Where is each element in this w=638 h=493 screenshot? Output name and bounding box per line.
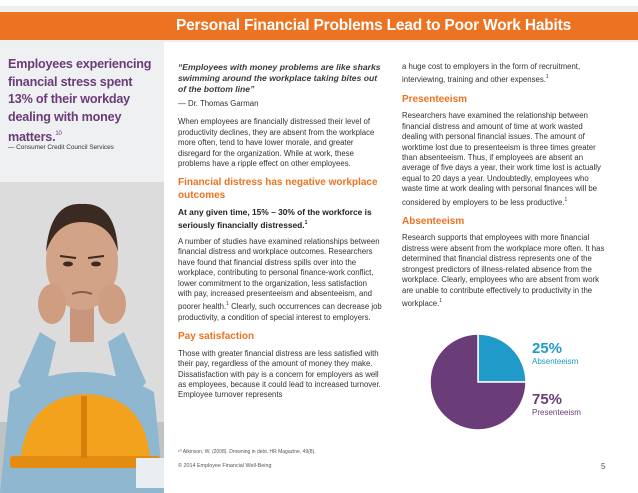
studies-text: A number of studies have examined relationships between financial distress and workplace outcomes. Researchers have found that financial distress spills over into the workplace, contributing to personal finance-work conflict, lower commitment to the organization, less satisfaction with pay, increased presenteeism and absenteeism, and poorer health.: [178, 237, 380, 312]
stressed-worker-photo: [0, 182, 164, 493]
section-heading-financial-distress: Financial distress has negative workplace outcomes: [178, 177, 378, 201]
section-heading-pay-satisfaction: Pay satisfaction: [178, 331, 255, 343]
studies-paragraph: [178, 237, 382, 323]
presenteeism-paragraph: [402, 111, 608, 208]
presenteeism-percent: 75%: [532, 391, 563, 408]
absenteeism-presenteeism-pie-chart: [428, 332, 528, 432]
column-left: [178, 62, 382, 407]
pay-paragraph: Those with greater financial distress are less satisfied with their pay, regardless of the amount of money they make. Dissatisfaction with pay is a concern for employers as well as employees, because it could lead to increased turnover. Employee turnover represents: [178, 348, 381, 400]
presenteeism-label: Presenteeism: [532, 408, 581, 417]
absenteeism-paragraph: [402, 233, 608, 309]
page-title: Personal Financial Problems Lead to Poor Work Habits: [0, 12, 638, 40]
key-statistic: [178, 207, 382, 231]
section-heading-absenteeism: Absenteeism: [402, 215, 465, 227]
pull-quote: “Employees with money problems are like sharks swimming around the workplace taking bites out of the bottom line”: [178, 62, 381, 94]
sidebar-quote-text: Employees experiencing financial stress spent 13% of their workday dealing with money matters.: [8, 57, 152, 144]
pie-slice-absenteeism: [478, 334, 526, 382]
sidebar-quote-source: — Consumer Credit Council Services: [8, 144, 114, 151]
pull-quote-attribution: — Dr. Thomas Garman: [178, 99, 259, 108]
continued-ref: 1: [545, 74, 549, 81]
studies-tail: Clearly, such occurrences can decrease job productivity, a condition of special interest to employers.: [178, 302, 382, 322]
sidebar-quote-ref: 10: [55, 131, 62, 137]
absenteeism-label: Absenteeism: [532, 357, 579, 366]
presenteeism-ref: 1: [564, 196, 568, 203]
key-statistic-ref: 1: [304, 220, 308, 227]
footnote: ¹⁰ Atkinson, W. (2008). Drowning in debt. HR Magazine, 49(8).: [178, 449, 316, 455]
sidebar-quote: [8, 56, 158, 147]
section-heading-presenteeism: Presenteeism: [402, 93, 468, 105]
absenteeism-ref: 1: [439, 297, 443, 304]
absenteeism-percent: 25%: [532, 340, 563, 357]
studies-ref: 1: [226, 301, 229, 308]
page-number: 5: [601, 462, 606, 471]
continued-text: a huge cost to employers in the form of recruitment, interviewing, training and other expenses.: [402, 62, 581, 85]
intro-paragraph: When employees are financially distressed their level of productivity declines, they are absent from the workplace more often, tend to have lower morale, and greater disregard for the organization. While at work, these problems have a ripple effect on other employees.: [178, 117, 375, 169]
presenteeism-text: Researchers have examined the relationship between financial distress and amount of time at work wasted dealing with personal financial issues. The amount of worktime lost due to presenteeism is three times greater than absenteeism. Thus, if employees are absent an average of five days a year, their work time lost is actually equal to 20 days a year. Undoubtedly, employees who waste time at work dealing with personal finances will be considered by employers to be less productive.: [402, 111, 601, 207]
copyright: © 2014 Employee Financial Well-Being: [178, 463, 272, 469]
continued-paragraph: [402, 62, 608, 86]
column-right: [402, 62, 608, 315]
absenteeism-text: Research supports that employees with more financial distress were absent from the workplace more often. It has determined that financial distress represents one of the strongest predictors of illness-related absence from the workplace. Clearly, employees who are absent from work are unable to contribute effectively to productivity in the workplace.: [402, 233, 605, 308]
key-statistic-text: At any given time, 15% – 30% of the workforce is seriously financially distressed.: [178, 207, 372, 231]
